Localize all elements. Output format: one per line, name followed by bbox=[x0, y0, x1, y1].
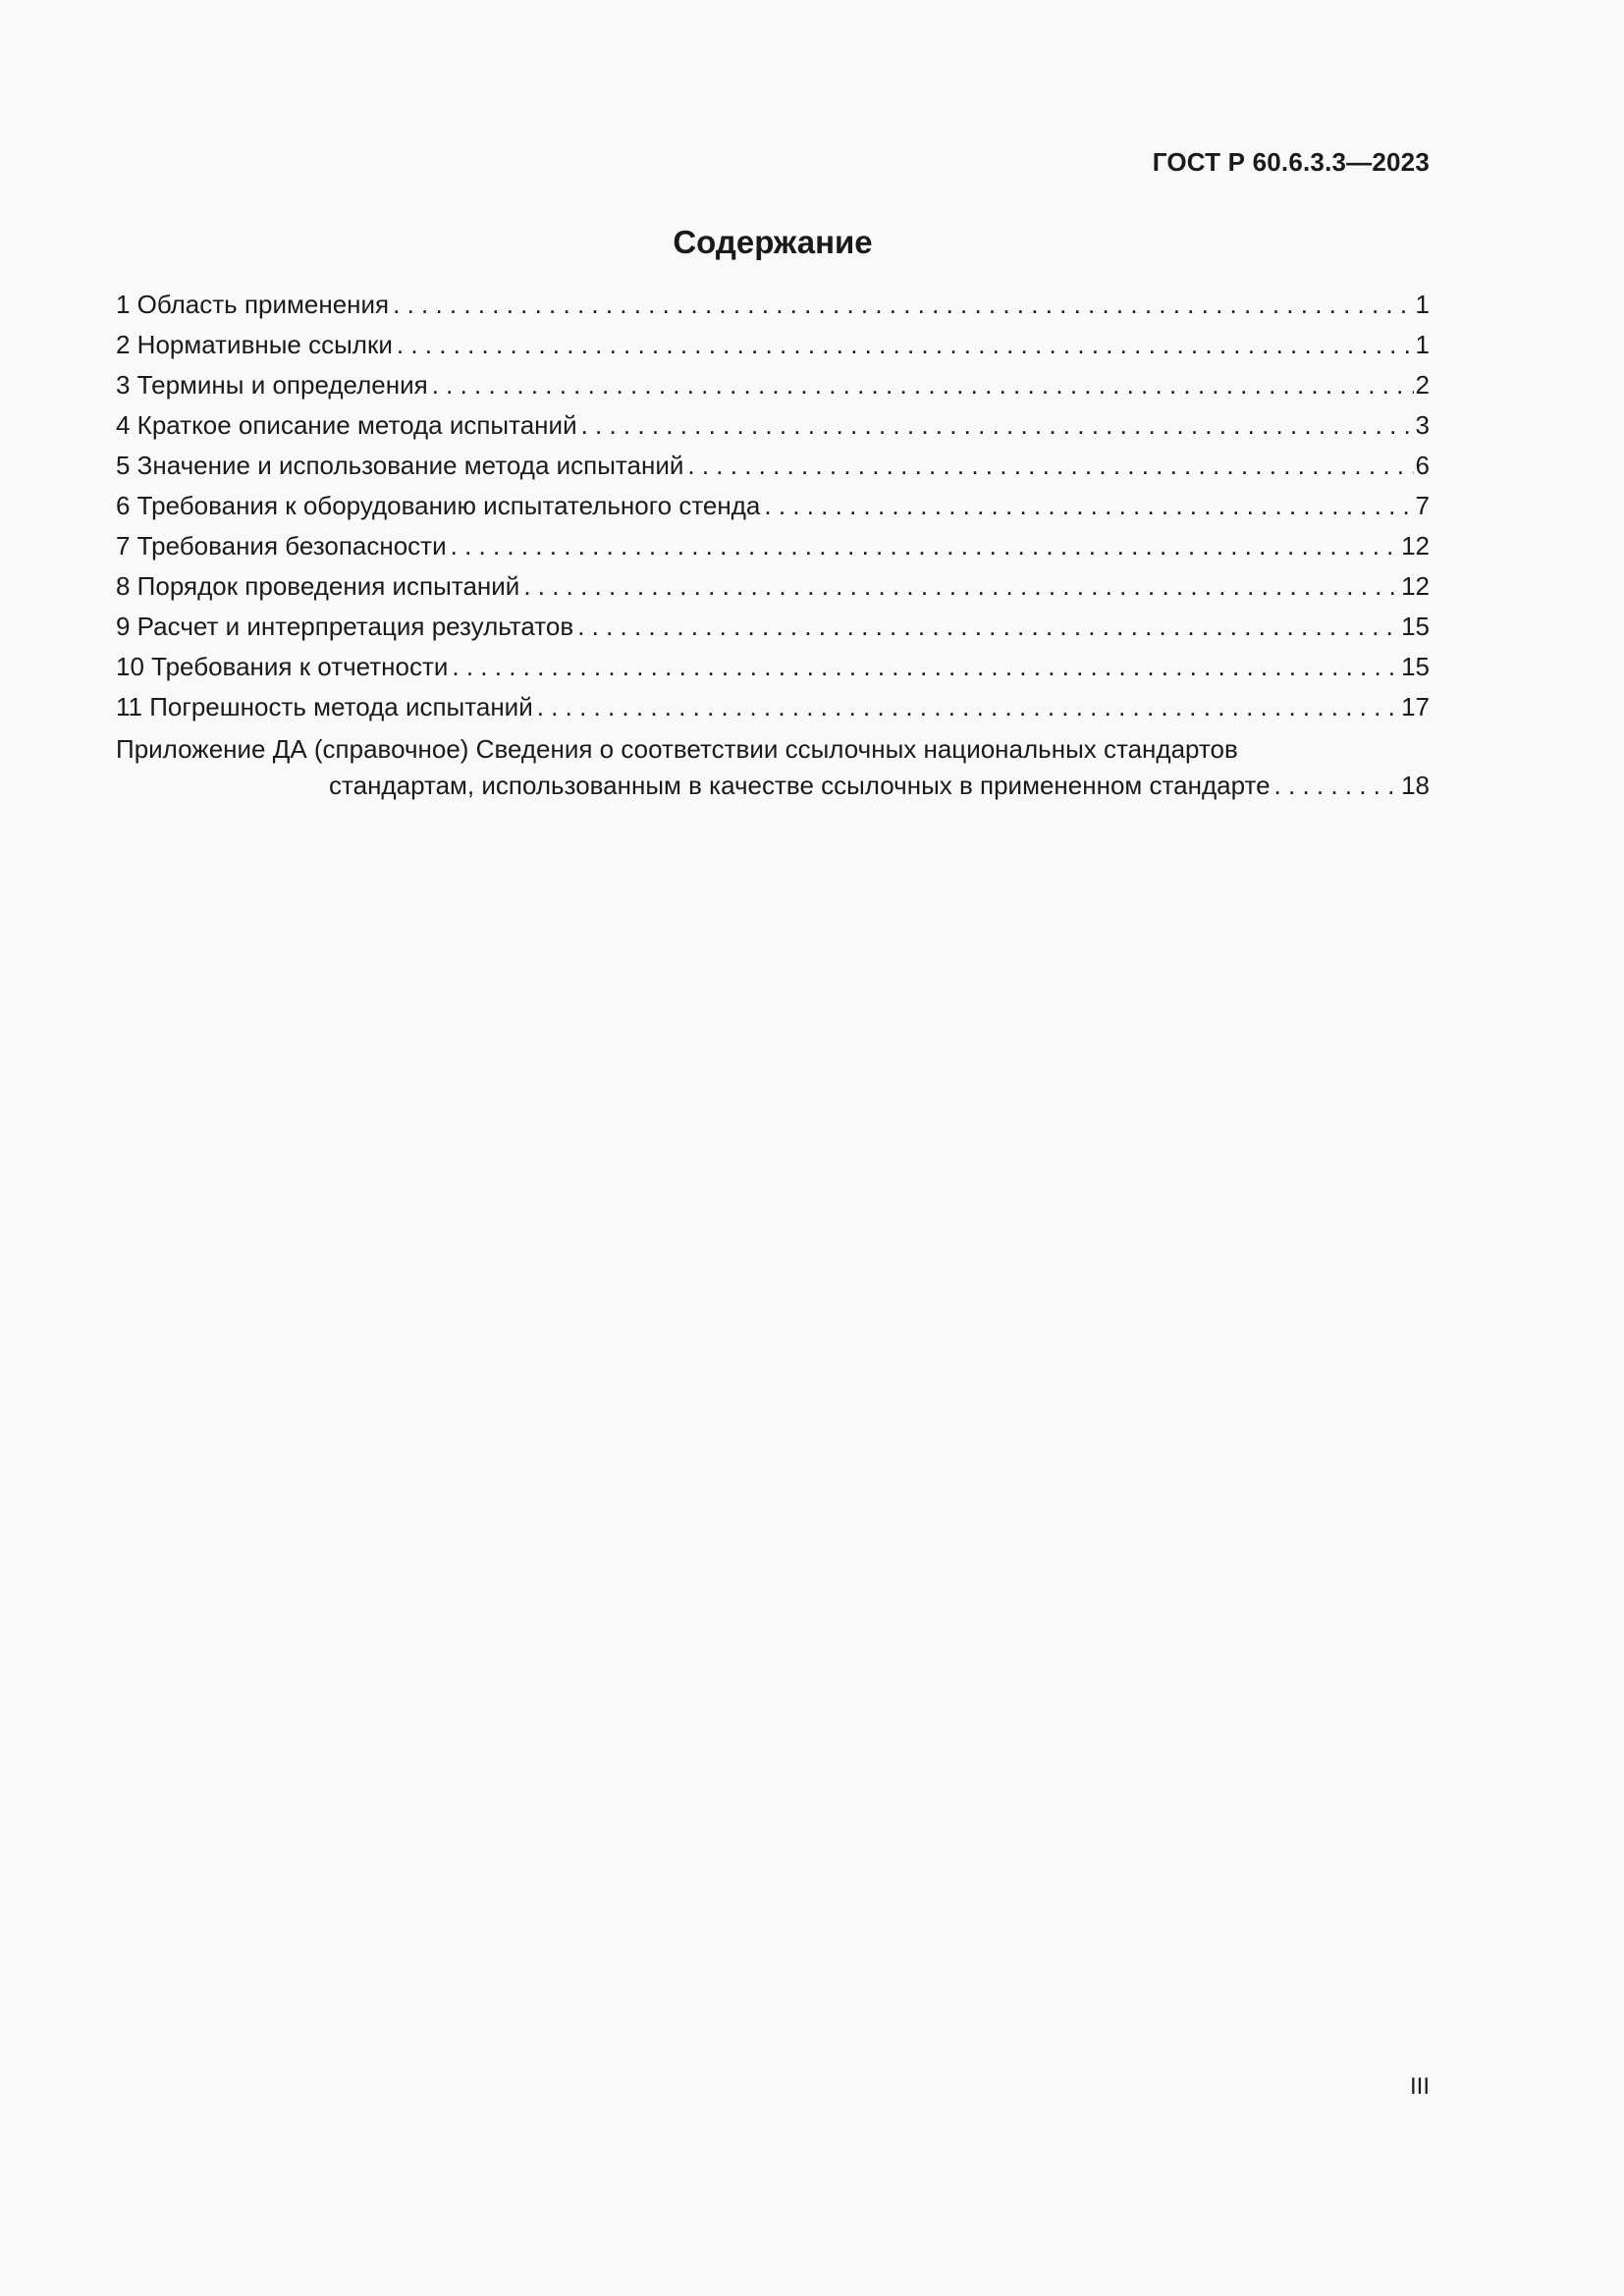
document-code: ГОСТ Р 60.6.3.3—2023 bbox=[1152, 147, 1430, 177]
table-of-contents bbox=[116, 285, 1430, 804]
toc-dot-leader bbox=[452, 647, 1399, 687]
toc-item-label: 11 Погрешность метода испытаний bbox=[116, 692, 533, 721]
toc-item-page: 3 bbox=[1415, 410, 1430, 440]
toc-dot-leader bbox=[1274, 768, 1400, 804]
toc-item-label: 5 Значение и использование метода испытаний bbox=[116, 451, 684, 480]
toc-item-label: 8 Порядок проведения испытаний bbox=[116, 571, 520, 601]
toc-item-page: 1 bbox=[1415, 290, 1430, 319]
toc-item-4[interactable] bbox=[116, 405, 1430, 446]
toc-appendix-title: Приложение ДА (справочное) Сведения о соответствии ссылочных национальных стандартов bbox=[116, 734, 1238, 764]
toc-item-page: 15 bbox=[1401, 612, 1430, 641]
toc-appendix-subtitle: стандартам, использованным в качестве ссылочных в примененном стандарте bbox=[329, 771, 1271, 800]
toc-item-label: 1 Область применения bbox=[116, 290, 390, 319]
toc-dot-leader bbox=[687, 446, 1413, 486]
toc-item-page: 18 bbox=[1401, 771, 1430, 800]
toc-item-5[interactable] bbox=[116, 446, 1430, 486]
toc-item-page: 1 bbox=[1415, 330, 1430, 359]
toc-item-page: 12 bbox=[1401, 531, 1430, 561]
toc-item-8[interactable] bbox=[116, 566, 1430, 607]
page-number: III bbox=[1409, 2073, 1430, 2100]
toc-item-1[interactable] bbox=[116, 285, 1430, 325]
toc-item-7[interactable] bbox=[116, 526, 1430, 566]
toc-dot-leader bbox=[577, 607, 1399, 647]
toc-item-appendix[interactable] bbox=[116, 731, 1430, 804]
toc-item-page: 12 bbox=[1401, 571, 1430, 601]
toc-item-page: 7 bbox=[1415, 491, 1430, 520]
toc-item-page: 2 bbox=[1415, 370, 1430, 400]
toc-dot-leader bbox=[397, 325, 1414, 365]
toc-item-page: 6 bbox=[1415, 451, 1430, 480]
toc-item-2[interactable] bbox=[116, 325, 1430, 365]
toc-item-page: 15 bbox=[1401, 652, 1430, 681]
toc-item-9[interactable] bbox=[116, 607, 1430, 647]
toc-dot-leader bbox=[523, 566, 1399, 607]
toc-item-label: 9 Расчет и интерпретация результатов bbox=[116, 612, 574, 641]
toc-dot-leader bbox=[764, 486, 1413, 526]
toc-item-6[interactable] bbox=[116, 486, 1430, 526]
toc-item-label: 3 Термины и определения bbox=[116, 370, 428, 400]
toc-item-label: 10 Требования к отчетности bbox=[116, 652, 449, 681]
toc-item-page: 17 bbox=[1401, 692, 1430, 721]
toc-dot-leader bbox=[393, 285, 1413, 325]
toc-item-label: 2 Нормативные ссылки bbox=[116, 330, 393, 359]
toc-item-label: 4 Краткое описание метода испытаний bbox=[116, 410, 577, 440]
toc-item-10[interactable] bbox=[116, 647, 1430, 687]
toc-dot-leader bbox=[581, 405, 1414, 446]
toc-item-label: 6 Требования к оборудованию испытательного стенда bbox=[116, 491, 761, 520]
toc-appendix-continuation bbox=[116, 768, 1430, 804]
toc-item-11[interactable] bbox=[116, 687, 1430, 727]
toc-item-3[interactable] bbox=[116, 365, 1430, 405]
toc-item-label: 7 Требования безопасности bbox=[116, 531, 447, 561]
toc-title: Содержание bbox=[673, 224, 873, 260]
toc-dot-leader bbox=[451, 526, 1399, 566]
toc-dot-leader bbox=[432, 365, 1414, 405]
toc-dot-leader bbox=[537, 687, 1399, 727]
